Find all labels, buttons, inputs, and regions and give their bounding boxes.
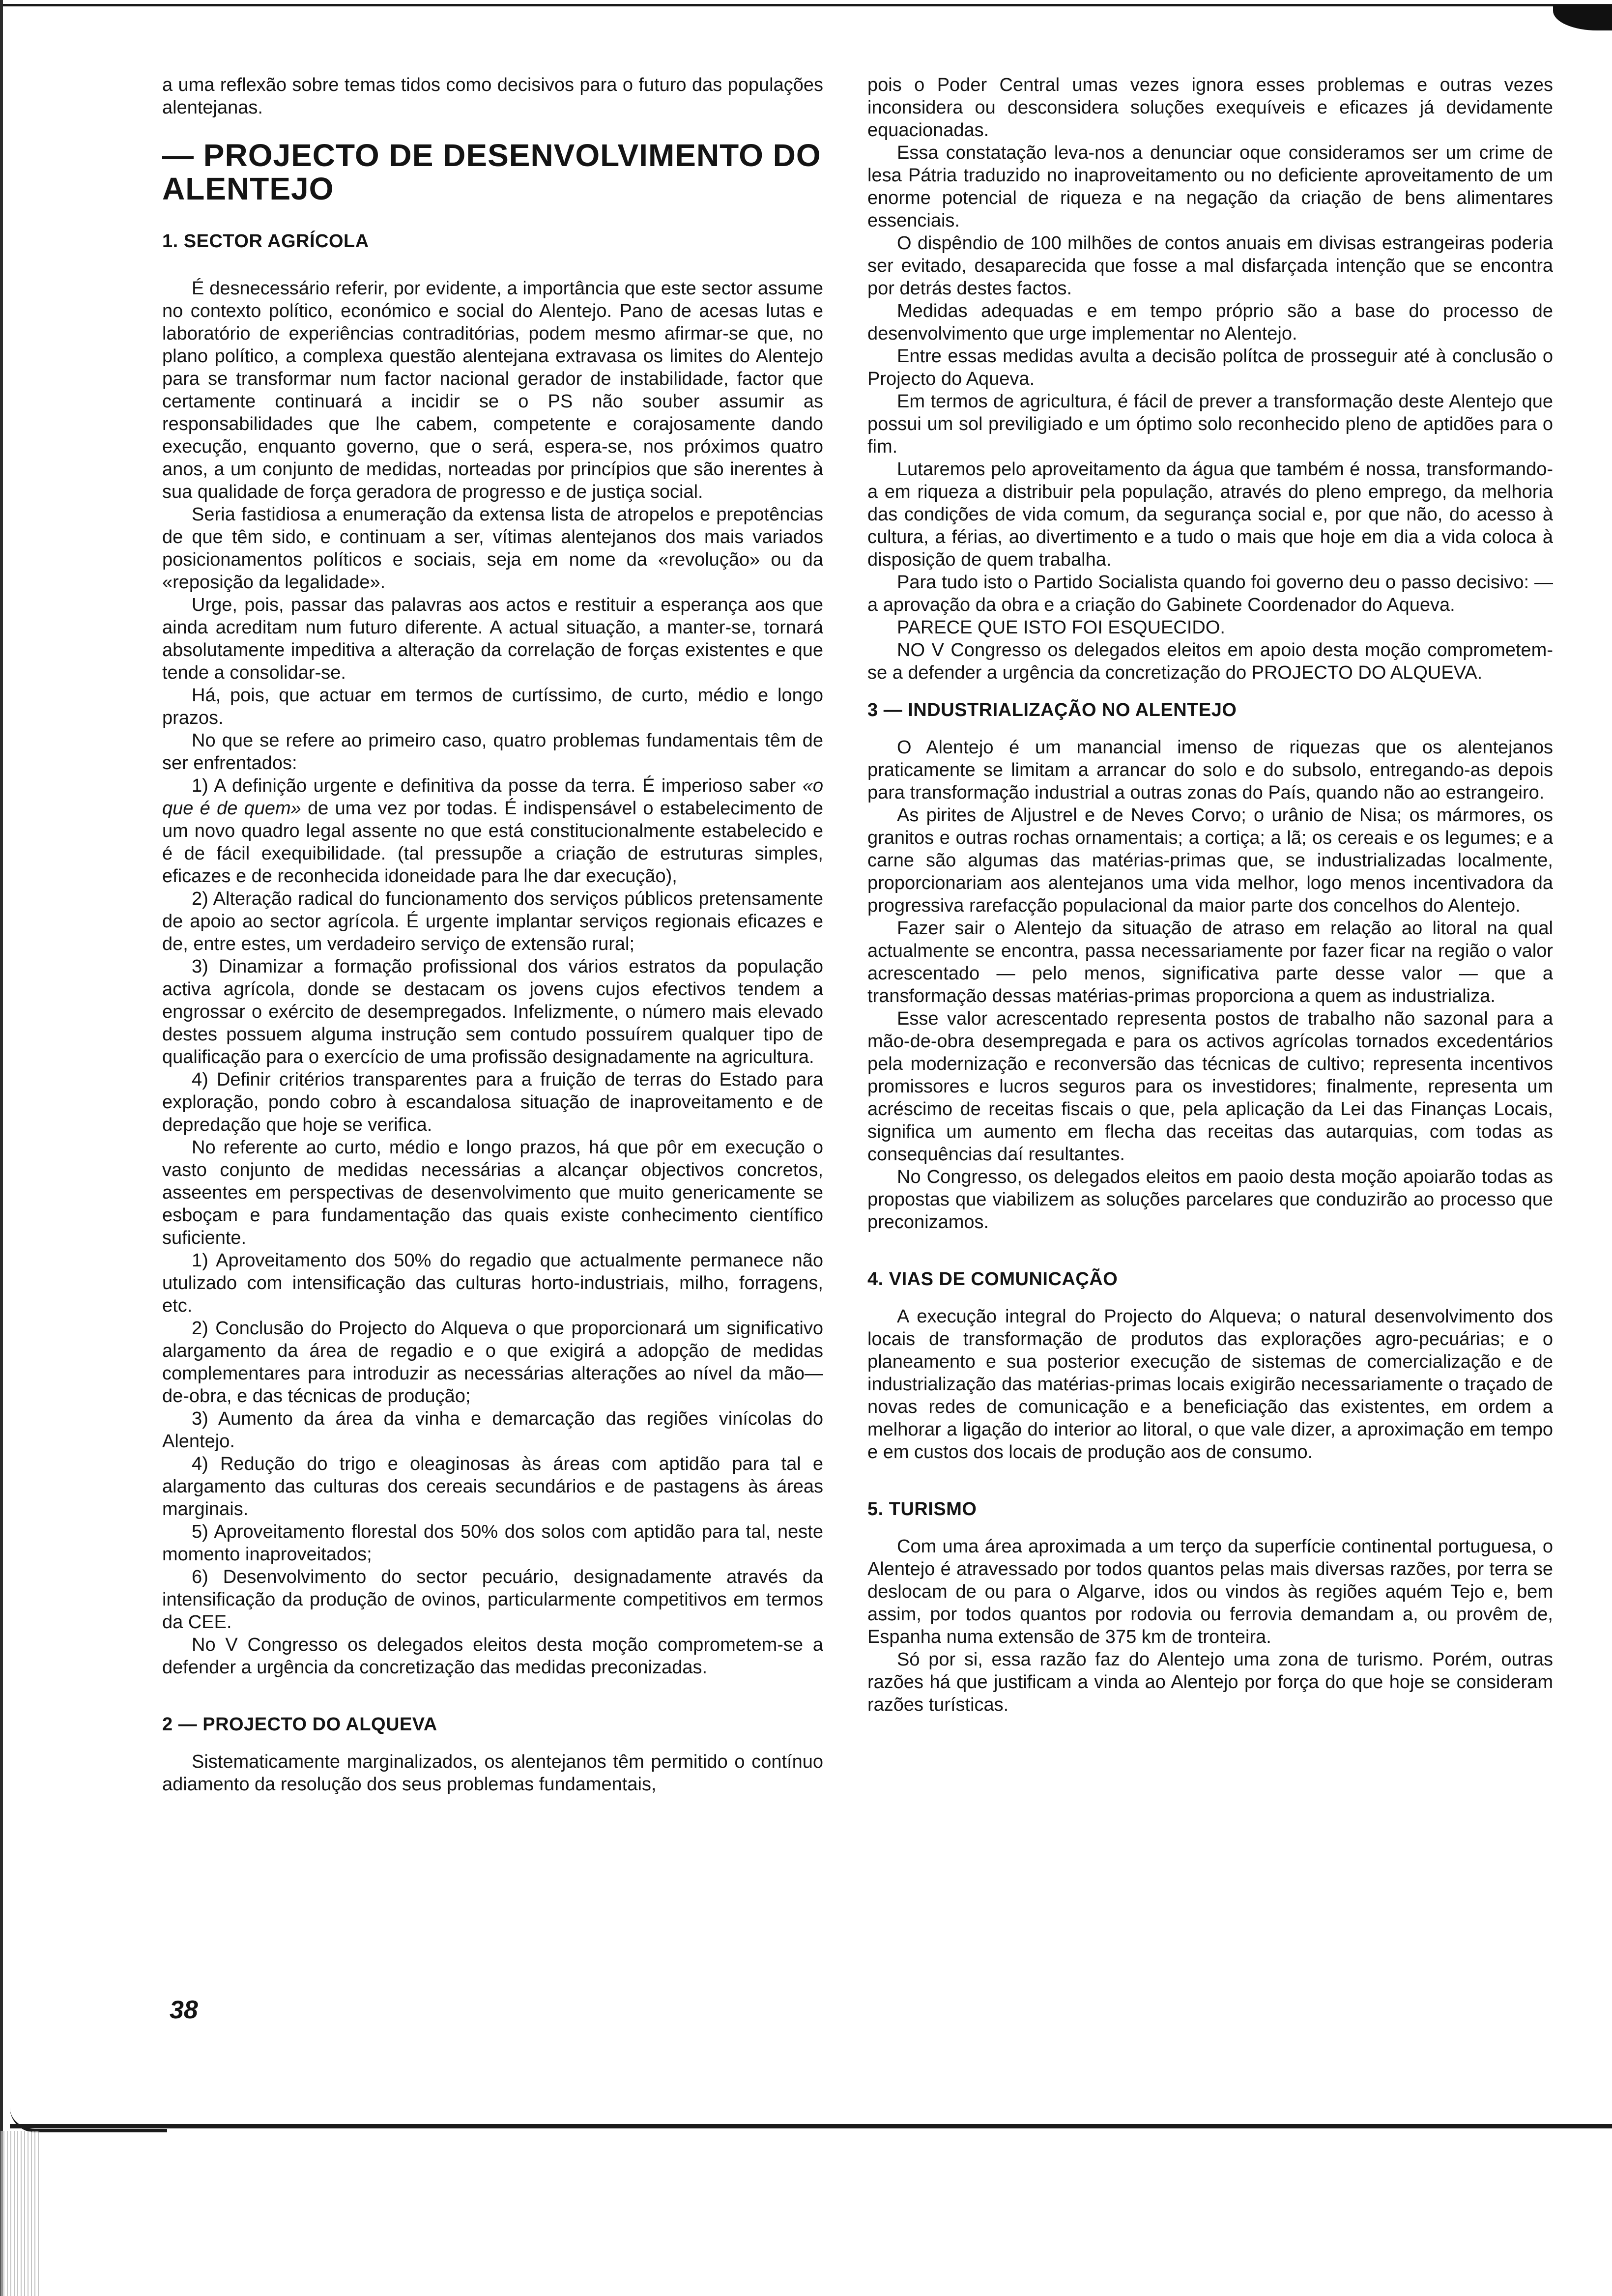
paragraph: O dispêndio de 100 milhões de contos anuais em divisas estrangeiras poderia ser evitado, desaparecida que fosse a mal disfarçada intenção que se encontra por detrás destes factos. bbox=[867, 233, 1553, 299]
right-column bbox=[867, 74, 1553, 1716]
problem-1-text-a: 1) A definição urgente e definitiva da posse da terra. É imperioso saber bbox=[192, 775, 803, 796]
paragraph: NO V Congresso os delegados eleitos em apoio desta moção comprometem-se a defender a urgência da concretização do PROJECTO DO ALQUEVA. bbox=[867, 640, 1553, 683]
section-1-heading: 1. SECTOR AGRÍCOLA bbox=[162, 231, 369, 252]
paragraph: Para tudo isto o Partido Socialista quando foi governo deu o passo decisivo: — a aprovação da obra e a criação do Gabinete Coordenador do Aqueva. bbox=[867, 572, 1553, 615]
paragraph: Essa constatação leva-nos a denunciar oque consideramos ser um crime de lesa Pátria traduzido no inaproveitamento ou no deficiente aproveitamento de um enorme potencial de riqueza e na negação da criação de bens alimentares essenciais. bbox=[867, 143, 1553, 231]
problem-1-text-b: de uma vez por todas. É indispensável o estabelecimento de um novo quadro legal assente no que está constitucionalmente estabelecido e é de fácil exequibilidade. (tal pressupõe a criação de estruturas simples, eficazes e de reconhecida idoneidade para lhe dar execução), bbox=[162, 798, 824, 887]
paragraph: Com uma área aproximada a um terço da superfície continental portuguesa, o Alentejo é atravessado por todos quantos pelas mais diversas razões, por terra se deslocam de ou para o Algarve, idos ou vindos às regiões aquém Tejo e, bem assim, por todos quantos por rodovia ou ferrovia demandam a, ou provêm de, Espanha numa extensão de 375 km de tronteira. bbox=[867, 1536, 1553, 1647]
section-5-heading: 5. TURISMO bbox=[867, 1499, 977, 1520]
problem-1 bbox=[162, 775, 823, 888]
paragraph: Lutaremos pelo aproveitamento da água que também é nossa, transformando-a em riqueza a distribuir pela população, através do pleno emprego, da melhoria das condições de vida comum, da segurança social e, por que não, do acesso à cultura, a férias, ao divertimento e a tudo o mais que hoje em dia a vida coloca à disposição de quem trabalha. bbox=[867, 459, 1553, 570]
measure-3: 3) Aumento da área da vinha e demarcação das regiões vinícolas do Alentejo. bbox=[162, 1408, 823, 1452]
scan-border-top bbox=[0, 4, 1612, 6]
problem-1-emphasis: «o que é de quem» bbox=[162, 775, 823, 819]
measure-4: 4) Redução do trigo e oleaginosas às áreas com aptidão para tal e alargamento das culturas dos cereais secundários e de pastagens às áreas marginais. bbox=[162, 1454, 823, 1520]
paragraph: No Congresso, os delegados eleitos em paoio desta moção apoiarão todas as propostas que viabilizem as soluções parcelares que conduzirão ao processo que preconizamos. bbox=[867, 1167, 1553, 1233]
section-3-heading: 3 — INDUSTRIALIZAÇÃO NO ALENTEJO bbox=[867, 700, 1237, 720]
measure-5: 5) Aproveitamento florestal dos 50% dos solos com aptidão para tal, neste momento inaproveitados; bbox=[162, 1521, 823, 1565]
congress-commitment: No V Congresso os delegados eleitos desta moção comprometem-se a defender a urgência da concretização das medidas preconizadas. bbox=[162, 1635, 823, 1678]
paragraph: PARECE QUE ISTO FOI ESQUECIDO. bbox=[897, 617, 1225, 638]
paragraph: Fazer sair o Alentejo da situação de atraso em relação ao litoral na qual actualmente se encontra, passa necessariamente por fazer ficar na região o valor acrescentado — pelo menos, significativa parte desse valor — que a transformação dessas matérias-primas proporciona a quem as industrializa. bbox=[867, 918, 1553, 1006]
paragraph: Sistematicamente marginalizados, os alentejanos têm permitido o contínuo adiamento da resolução dos seus problemas fundamentais, bbox=[162, 1751, 823, 1795]
paragraph: Há, pois, que actuar em termos de curtíssimo, de curto, médio e longo prazos. bbox=[162, 685, 823, 728]
paragraph: Esse valor acrescentado representa postos de trabalho não sazonal para a mão-de-obra desempregada e para os activos agrícolas tornados excedentários pela modernização e reconversão das técnicas de cultivo; representa incentivos promissores e lucros seguros para os investidores; finalmente, representa um acréscimo de receitas fiscais o que, pela aplicação da Lei das Finanças Locais, significa um aumento em flecha das receitas das autarquias, com todas as consequências daí resultantes. bbox=[867, 1008, 1553, 1165]
measure-2: 2) Conclusão do Projecto do Alqueva o que proporcionará um significativo alargamento da área de regadio e o que exigirá a adopção de medidas complementares para introduzir as necessárias alterações ao nível da mão—de-obra, e das técnicas de produção; bbox=[162, 1318, 823, 1406]
left-column bbox=[162, 74, 823, 1796]
paragraph: As pirites de Aljustrel e de Neves Corvo; o urânio de Nisa; os mármores, os granitos e outras rochas ornamentais; a cortiça; a lã; os cereais e os legumes; e a carne são algumas das matérias-primas que, se industrializadas localmente, proporcionariam aos alentejanos uma vida melhor, logo menos incentivadora da progressiva rarefacção populacional da maior parte dos concelhos do Alentejo. bbox=[867, 805, 1553, 916]
problem-2: 2) Alteração radical do funcionamento dos serviços públicos pretensamente de apoio ao sector agrícola. É urgente implantar serviços regionais eficazes e de, entre estes, um verdadeiro serviço de extensão rural; bbox=[162, 889, 823, 954]
measure-6: 6) Desenvolvimento do sector pecuário, designadamente através da intensificação da produção de ovinos, particularmente competitivos em termos da CEE. bbox=[162, 1567, 823, 1633]
paragraph: No referente ao curto, médio e longo prazos, há que pôr em execução o vasto conjunto de medidas necessárias a alcançar objectivos concretos, asseentes em perspectivas de desenvolvimento que muito genericamente se esboçam e para fundamentação das quais existe conhecimento científico suficiente. bbox=[162, 1137, 823, 1248]
section-2-heading: 2 — PROJECTO DO ALQUEVA bbox=[162, 1714, 437, 1735]
paragraph: O Alentejo é um manancial imenso de riquezas que os alentejanos praticamente se limitam a arrancar do solo e do subsolo, entregando-as depois para transformação industrial a outras zonas do País, quando não ao estrangeiro. bbox=[867, 737, 1553, 803]
scan-border-bottom bbox=[10, 2124, 1612, 2128]
paragraph: Urge, pois, passar das palavras aos actos e restituir a esperança aos que ainda acreditam num futuro diferente. A actual situação, a manter-se, tornará absolutamente impeditiva a alteração da correlação de forças existentes e que tende a consolidar-se. bbox=[162, 595, 823, 683]
paragraph: Seria fastidiosa a enumeração da extensa lista de atropelos e prepotências de que têm sido, e continuam a ser, vítimas alentejanos dos mais variados posicionamentos políticos e sociais, seja em nome da «revolução» ou da «reposição da legalidade». bbox=[162, 504, 823, 593]
paragraph: Entre essas medidas avulta a decisão polítca de prosseguir até à conclusão o Projecto do Aqueva. bbox=[867, 346, 1553, 389]
problem-3: 3) Dinamizar a formação profissional dos vários estratos da população activa agrícola, donde se destacam os jovens cujos efectivos tendem a engrossar o exército de desempregados. Infelizmente, o número mais elevado destes possuem alguma instrução sem contudo possuírem qualquer tipo de qualificação para o exercício de uma profissão designadamente na agricultura. bbox=[162, 956, 823, 1067]
section-4-heading: 4. VIAS DE COMUNICAÇÃO bbox=[867, 1269, 1118, 1290]
problem-4: 4) Definir critérios transparentes para a fruição de terras do Estado para exploração, pondo cobro à escandalosa situação de inaproveitamento e de depredação que hoje se verifica. bbox=[162, 1069, 823, 1135]
paragraph: Em termos de agricultura, é fácil de prever a transformação deste Alentejo que possui um sol previligiado e um óptimo solo reconhecido pleno de aptidões para o fim. bbox=[867, 391, 1553, 457]
paragraph: pois o Poder Central umas vezes ignora esses problemas e outras vezes inconsidera ou desconsidera soluções exequíveis e eficazes já devidamente equacionadas. bbox=[867, 75, 1553, 141]
measure-1: 1) Aproveitamento dos 50% do regadio que actualmente permanece não utulizado com intensificação das culturas horto-industriais, milho, forragens, etc. bbox=[162, 1250, 823, 1316]
scan-border-left bbox=[0, 0, 3, 2296]
paragraph: É desnecessário referir, por evidente, a importância que este sector assume no contexto político, económico e social do Alentejo. Pano de acesas lutas e laboratório de experiências contraditórias, podem mesmo afirmar-se que, no plano político, a complexa questão alentejana extravasa os limites do Alentejo para se transformar num factor nacional gerador de instabilidade, factor que certamente continuará a incidir se o PS não souber assumir as responsabilidades que lhe cabem, competente e corajosamente dando execução, enquanto governo, que o será, espera-se, nos próximos quatro anos, a um conjunto de medidas, norteadas por princípios que são inerentes à sua qualidade de força geradora de progresso e de justiça social. bbox=[162, 278, 823, 502]
scan-page-curl bbox=[10, 2107, 167, 2132]
main-heading: — PROJECTO DE DESENVOLVIMENTO DO ALENTEJO bbox=[162, 138, 821, 206]
scan-bottom-texture bbox=[0, 2131, 39, 2296]
paragraph: Medidas adequadas e em tempo próprio são a base do processo de desenvolvimento que urge implementar no Alentejo. bbox=[867, 301, 1553, 344]
page-number: 38 bbox=[170, 1996, 198, 2024]
paragraph: A execução integral do Projecto do Alqueva; o natural desenvolvimento dos locais de transformação de produtos das explorações agro-pecuárias; e o planeamento e sua posterior execução de sistemas de comercialização e de industrialização das matérias-primas locais exigirão necessariamente o traçado de novas redes de comunicação e a beneficiação das existentes, em ordem a melhorar a ligação do interior ao litoral, o que vale dizer, a aproximação em tempo e em custos dos locais de produção aos de consumo. bbox=[867, 1306, 1553, 1463]
paragraph: No que se refere ao primeiro caso, quatro problemas fundamentais têm de ser enfrentados: bbox=[162, 730, 823, 774]
scan-corner-shadow bbox=[1553, 5, 1612, 30]
paragraph: Só por si, essa razão faz do Alentejo uma zona de turismo. Porém, outras razões há que justificam a vinda ao Alentejo por força do que hoje se consideram razões turísticas. bbox=[867, 1649, 1553, 1715]
intro-paragraph: a uma reflexão sobre temas tidos como decisivos para o futuro das populações alentejanas. bbox=[162, 75, 823, 118]
